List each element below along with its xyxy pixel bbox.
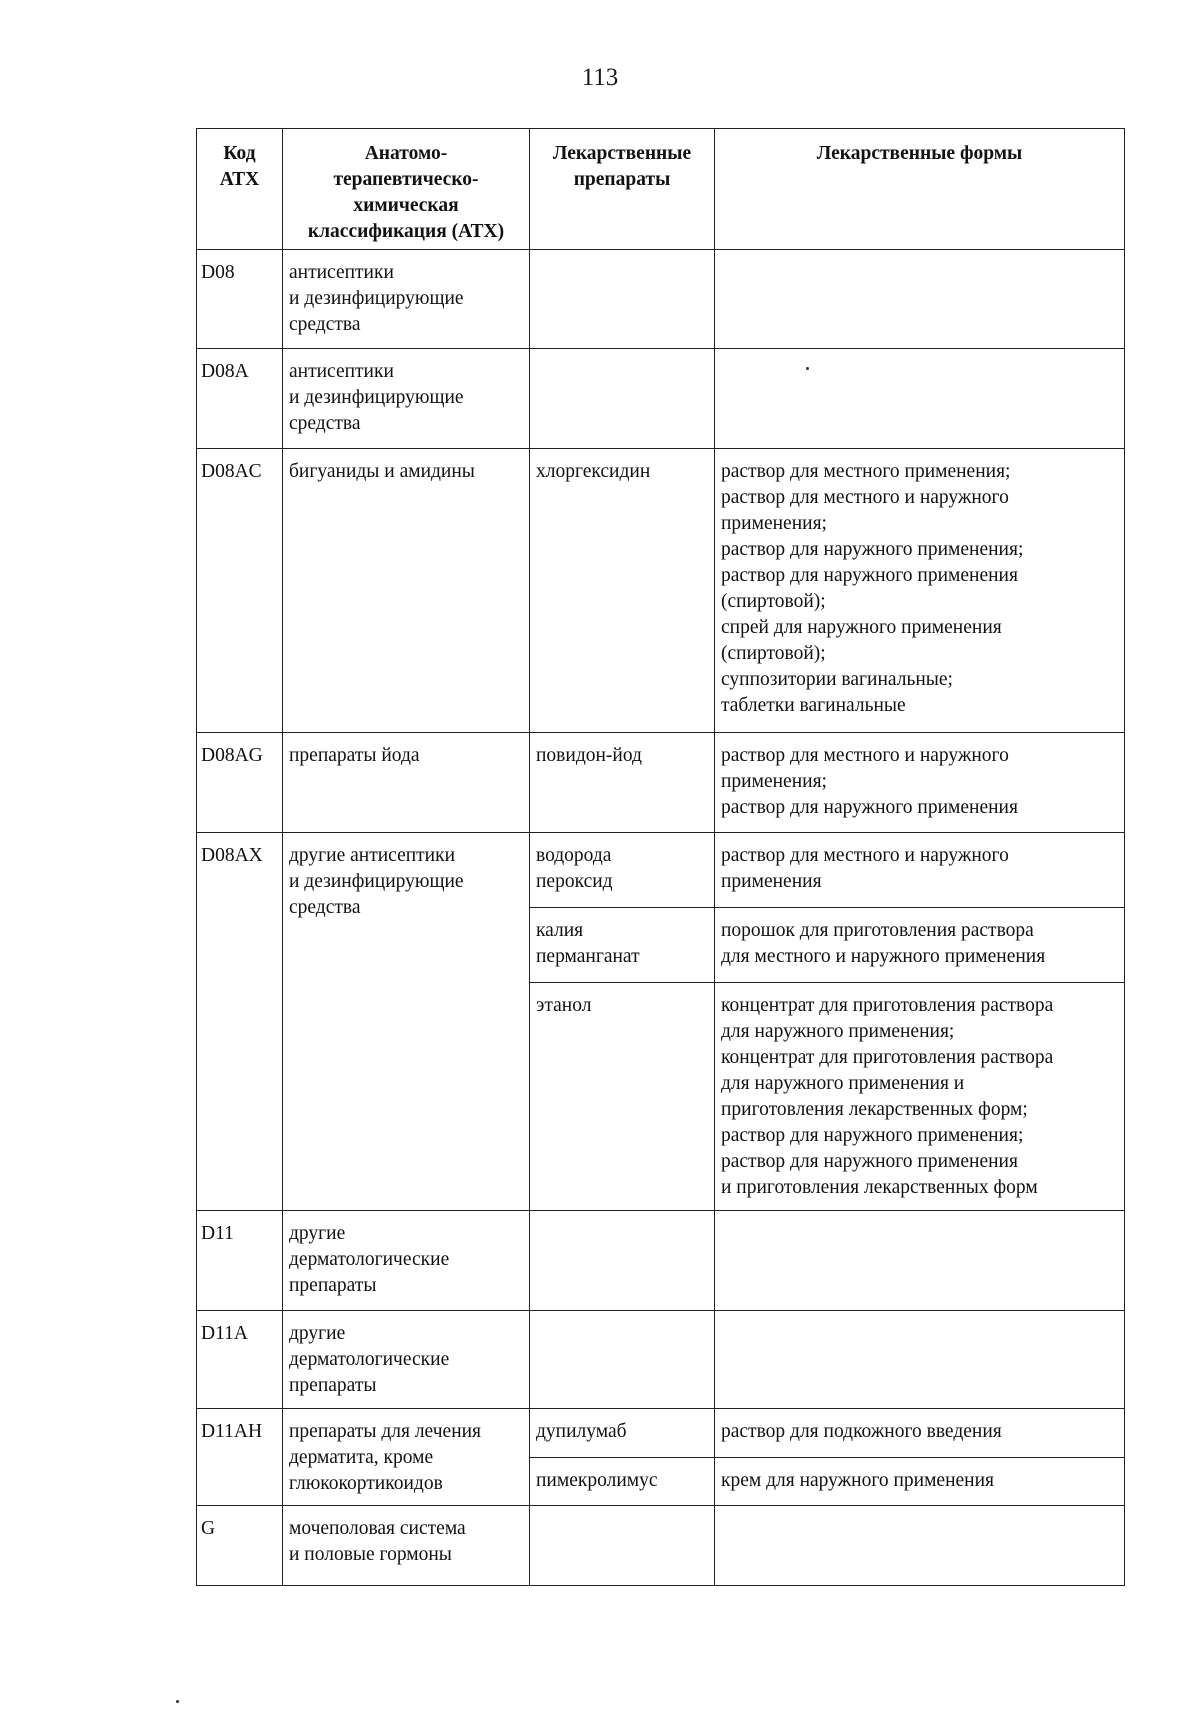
forms-cell <box>715 349 1125 449</box>
drug-cell <box>530 1311 715 1409</box>
classification-cell: другие дерматологические препараты <box>283 1211 530 1311</box>
drug-cell <box>530 1506 715 1586</box>
table-row <box>197 250 1125 349</box>
drug-cell: хлоргексидин <box>530 449 715 733</box>
header-code: Код АТХ <box>197 129 283 250</box>
atc-table <box>196 128 1125 1586</box>
table-row <box>197 349 1125 449</box>
atc-code-cell: G <box>197 1506 283 1586</box>
classification-cell: мочеполовая система и половые гормоны <box>283 1506 530 1586</box>
forms-cell: порошок для приготовления раствора для местного и наружного применения <box>715 908 1125 983</box>
forms-cell: крем для наружного применения <box>715 1457 1125 1506</box>
table-header-row <box>197 129 1125 250</box>
forms-cell: концентрат для приготовления раствора для наружного применения; концентрат для приготовления раствора для наружного применения и приготовления лекарственных форм; раствор для наружного применения; раствор для наружного применения и приготовления лекарственных форм <box>715 983 1125 1211</box>
forms-cell: раствор для подкожного введения <box>715 1409 1125 1458</box>
table-row <box>197 449 1125 733</box>
classification-cell: препараты для лечения дерматита, кроме глюкокортикоидов <box>283 1409 530 1506</box>
header-forms: Лекарственные формы <box>715 129 1125 250</box>
atc-code-cell: D08 <box>197 250 283 349</box>
header-drugs: Лекарственные препараты <box>530 129 715 250</box>
table-row <box>197 1311 1125 1409</box>
drug-cell <box>530 250 715 349</box>
table-row <box>197 833 1125 908</box>
forms-cell <box>715 1506 1125 1586</box>
atc-code-cell: D11A <box>197 1311 283 1409</box>
drug-cell <box>530 349 715 449</box>
atc-code-cell: D11 <box>197 1211 283 1311</box>
page-number: 113 <box>581 64 619 91</box>
table-row <box>197 733 1125 833</box>
forms-cell: раствор для местного и наружного применения <box>715 833 1125 908</box>
atc-code-cell: D11AH <box>197 1409 283 1506</box>
atc-code-cell: D08AG <box>197 733 283 833</box>
header-classification: Анатомо- терапевтическо- химическая классификация (АТХ) <box>283 129 530 250</box>
drug-cell: дупилумаб <box>530 1409 715 1458</box>
drug-cell: пимекролимус <box>530 1457 715 1506</box>
drug-cell: водорода пероксид <box>530 833 715 908</box>
forms-cell <box>715 1211 1125 1311</box>
forms-cell: раствор для местного применения; раствор для местного и наружного применения; раствор для наружного применения; раствор для наружного применения (спиртовой); спрей для наружного применения (спиртовой); суппозитории вагинальные; таблетки вагинальные <box>715 449 1125 733</box>
drug-cell: повидон-йод <box>530 733 715 833</box>
classification-cell: бигуаниды и амидины <box>283 449 530 733</box>
scan-speck <box>806 367 809 370</box>
table-row <box>197 1409 1125 1458</box>
classification-cell: другие дерматологические препараты <box>283 1311 530 1409</box>
atc-code-cell: D08A <box>197 349 283 449</box>
atc-code-cell: D08AC <box>197 449 283 733</box>
classification-cell: антисептики и дезинфицирующие средства <box>283 349 530 449</box>
table-row <box>197 1211 1125 1311</box>
scan-speck <box>176 1700 179 1703</box>
classification-cell: препараты йода <box>283 733 530 833</box>
drug-cell: калия перманганат <box>530 908 715 983</box>
forms-cell <box>715 1311 1125 1409</box>
drug-cell <box>530 1211 715 1311</box>
classification-cell: другие антисептики и дезинфицирующие средства <box>283 833 530 1211</box>
forms-cell <box>715 250 1125 349</box>
table-row <box>197 1506 1125 1586</box>
forms-cell: раствор для местного и наружного применения; раствор для наружного применения <box>715 733 1125 833</box>
drug-cell: этанол <box>530 983 715 1211</box>
classification-cell: антисептики и дезинфицирующие средства <box>283 250 530 349</box>
atc-code-cell: D08AX <box>197 833 283 1211</box>
